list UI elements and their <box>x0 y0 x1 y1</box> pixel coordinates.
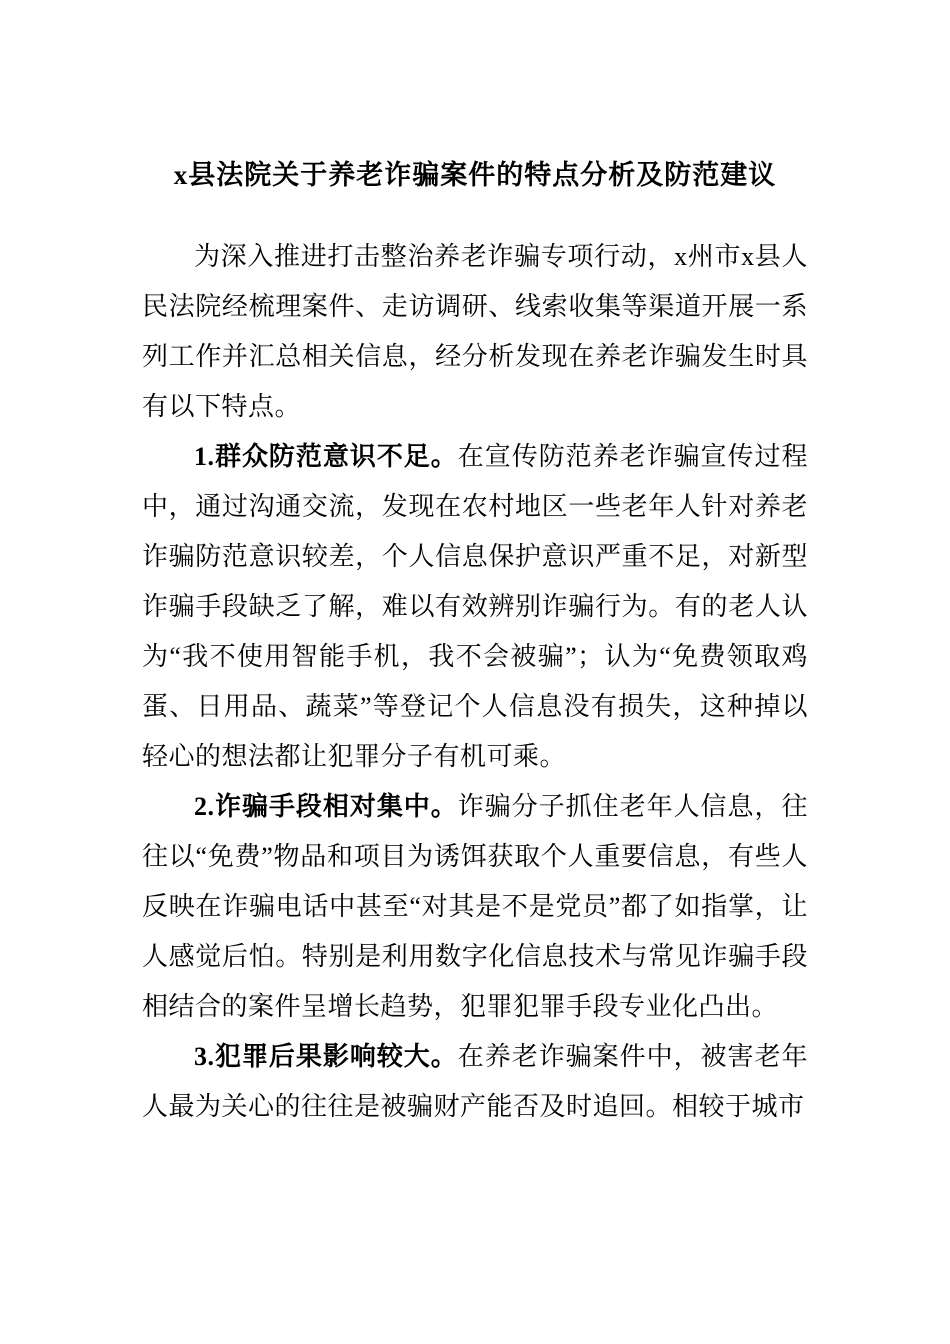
page-title: x县法院关于养老诈骗案件的特点分析及防范建议 <box>173 160 777 190</box>
paragraph-text: 诈骗分子抓住老年人信息，往往以“免费”物品和项目为诱饵获取个人重要信息，有些人反映在诈骗电话中甚至“对其是不是党员”都了如指掌，让人感觉后怕。特别是利用数字化信息技术与常见诈骗手段相结合的案件呈增长趋势，犯罪犯罪手段专业化凸出。 <box>142 792 808 1021</box>
paragraph-lead: 2.诈骗手段相对集中。 <box>194 792 458 821</box>
paragraph-point-3 <box>142 1032 808 1132</box>
paragraph-text: 在宣传防范养老诈骗宣传过程中，通过沟通交流，发现在农村地区一些老年人针对养老诈骗防范意识较差，个人信息保护意识严重不足，对新型诈骗手段缺乏了解，难以有效辨别诈骗行为。有的老人认为“我不使用智能手机，我不会被骗”；认为“免费领取鸡蛋、日用品、蔬菜”等登记个人信息没有损失，这种掉以轻心的想法都让犯罪分子有机可乘。 <box>142 442 808 771</box>
paragraph-text: 为深入推进打击整治养老诈骗专项行动，x州市x县人民法院经梳理案件、走访调研、线索收集等渠道开展一系列工作并汇总相关信息，经分析发现在养老诈骗发生时具有以下特点。 <box>142 242 808 421</box>
paragraph-intro <box>142 232 808 432</box>
paragraph-point-1 <box>142 432 808 782</box>
paragraph-point-2 <box>142 782 808 1032</box>
paragraph-lead: 1.群众防范意识不足。 <box>194 442 458 471</box>
document-body <box>142 232 808 1132</box>
paragraph-lead: 3.犯罪后果影响较大。 <box>194 1042 458 1071</box>
paragraph-text: 在养老诈骗案件中，被害老年人最为关心的往往是被骗财产能否及时追回。相较于城市 <box>142 1042 808 1121</box>
